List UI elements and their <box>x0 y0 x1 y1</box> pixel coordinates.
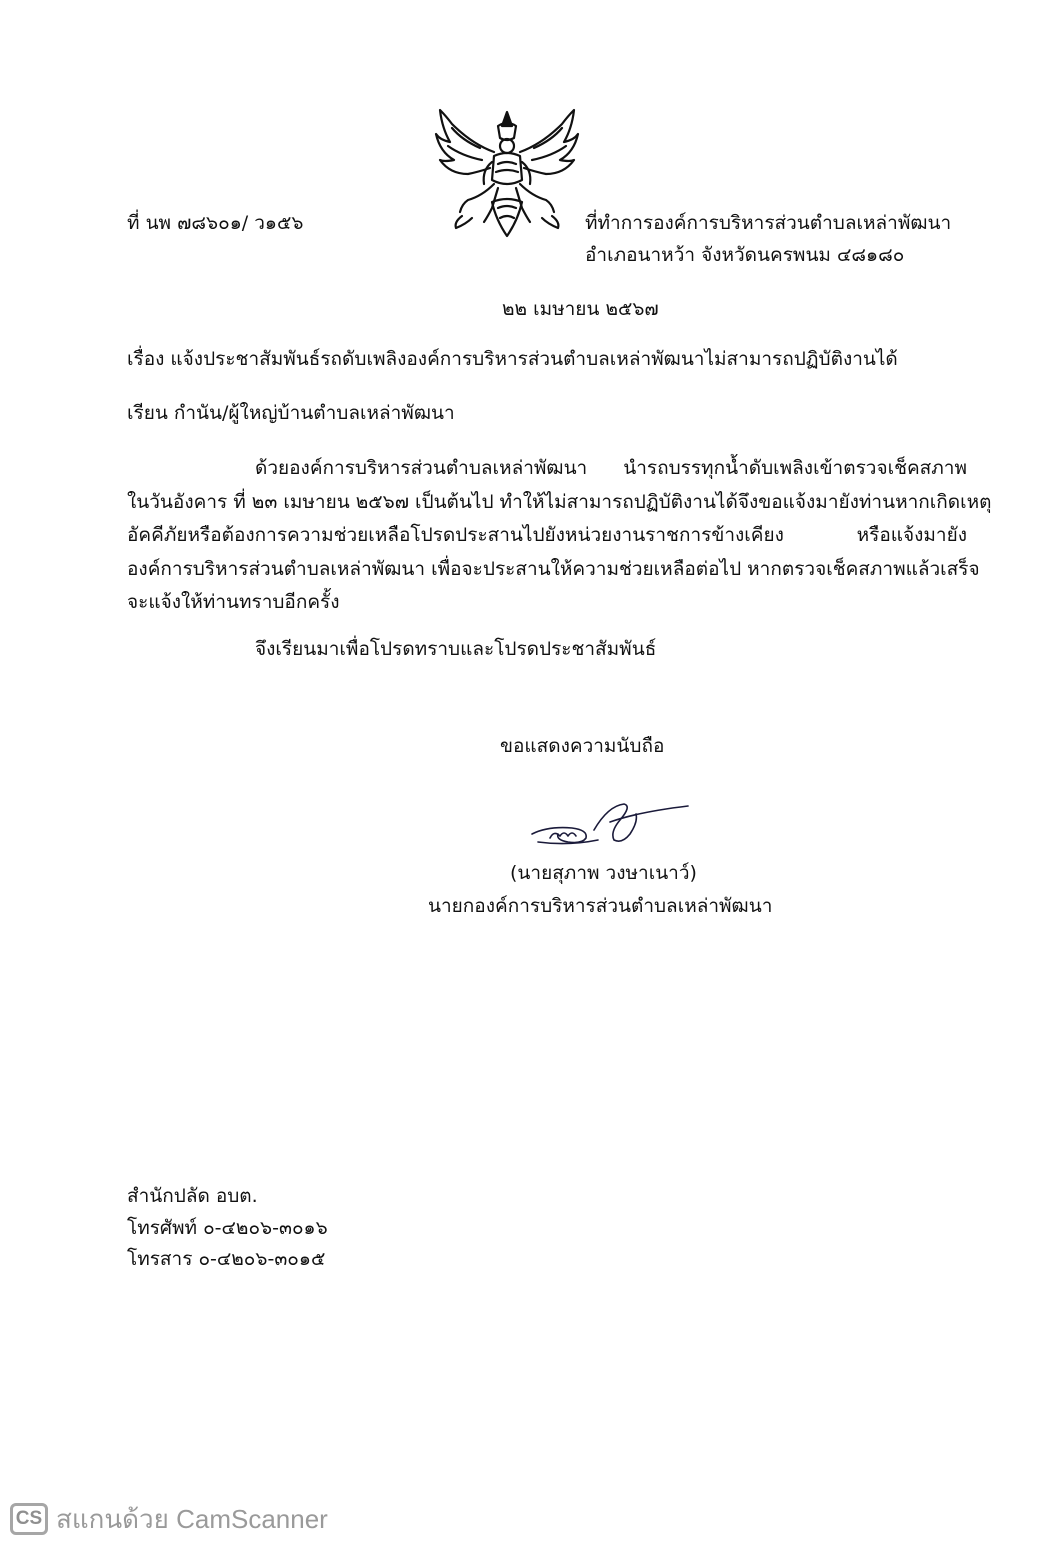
watermark-text: สแกนด้วย CamScanner <box>56 1503 328 1534</box>
body-line: จะแจ้งให้ท่านทราบอีกครั้ง <box>127 591 340 613</box>
signer-name: (นายสุภาพ วงษาเนาว์) <box>510 862 697 884</box>
signer-title: นายกองค์การบริหารส่วนตำบลเหล่าพัฒนา <box>428 895 773 917</box>
complimentary-close: ขอแสดงความนับถือ <box>500 735 665 757</box>
letter-subject: เรื่อง แจ้งประชาสัมพันธ์รถดับเพลิงองค์การบริหารส่วนตำบลเหล่าพัฒนาไม่สามารถปฏิบัติงานได้ <box>127 348 898 370</box>
body-line: ด้วยองค์การบริหารส่วนตำบลเหล่าพัฒนา นำรถบรรทุกน้ำดับเพลิงเข้าตรวจเช็คสภาพ <box>255 457 967 479</box>
body-line: องค์การบริหารส่วนตำบลเหล่าพัฒนา เพื่อจะประสานให้ความช่วยเหลือต่อไป หากตรวจเช็คสภาพแล้วเสร็จ <box>127 557 980 580</box>
reference-number: ที่ นพ ๗๘๖๐๑/ ว๑๕๖ <box>127 212 304 234</box>
signature-icon <box>528 800 693 850</box>
letter-salutation: เรียน กำนัน/ผู้ใหญ่บ้านตำบลเหล่าพัฒนา <box>127 402 455 424</box>
scanner-watermark <box>10 1502 328 1536</box>
closing-paragraph: จึงเรียนมาเพื่อโปรดทราบและโปรดประชาสัมพันธ์ <box>255 638 657 660</box>
contact-phone: โทรศัพท์ ๐-๔๒๐๖-๓๐๑๖ <box>127 1217 328 1239</box>
garuda-emblem-icon <box>432 104 582 244</box>
office-address-line-1: ที่ทำการองค์การบริหารส่วนตำบลเหล่าพัฒนา <box>585 212 952 234</box>
body-paragraph <box>127 452 992 620</box>
contact-fax: โทรสาร ๐-๔๒๐๖-๓๐๑๕ <box>127 1248 326 1270</box>
contact-office: สำนักปลัด อบต. <box>127 1185 258 1207</box>
camscanner-logo-icon: CS <box>10 1503 48 1535</box>
office-address-line-2: อำเภอนาหว้า จังหวัดนครพนม ๔๘๑๘๐ <box>585 244 905 266</box>
body-line: ในวันอังคาร ที่ ๒๓ เมษายน ๒๕๖๗ เป็นต้นไป ทำให้ไม่สามารถปฏิบัติงานได้จึงขอแจ้งมายังท่านหากเกิดเหตุ <box>127 490 992 513</box>
letter-date: ๒๒ เมษายน ๒๕๖๗ <box>502 298 659 320</box>
body-line: อัคคีภัยหรือต้องการความช่วยเหลือโปรดประสานไปยังหน่วยงานราชการข้างเคียง หรือแจ้งมายัง <box>127 524 967 546</box>
